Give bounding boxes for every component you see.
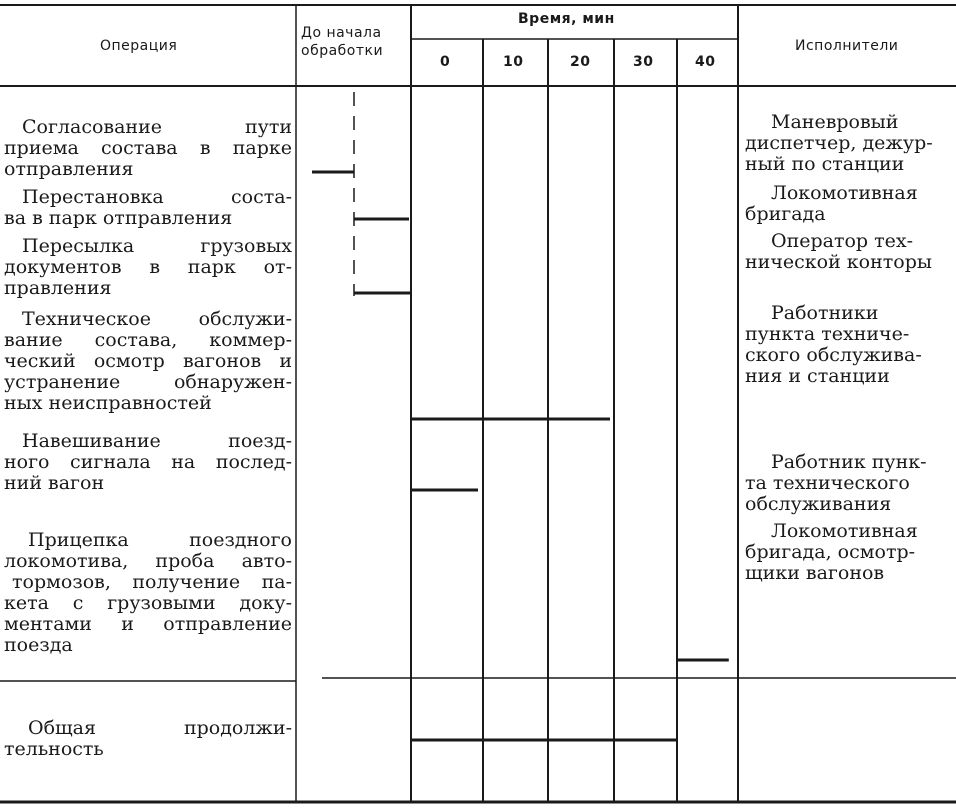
header-executors: Исполнители xyxy=(795,38,899,54)
operation-line: ний вагон xyxy=(4,472,105,494)
executor-line: Маневровый xyxy=(771,111,899,133)
executor-line: пункта техниче- xyxy=(745,323,910,345)
executor-line: нической конторы xyxy=(745,251,933,273)
executor-line: Локомотивная xyxy=(771,182,918,204)
operation-2 xyxy=(4,187,292,229)
operation-line: тормозов, получение па- xyxy=(12,571,292,593)
executor-5 xyxy=(745,452,927,515)
tick-label-40: 40 xyxy=(695,54,716,70)
operation-line: отправления xyxy=(4,158,134,180)
executor-line: ского обслужива- xyxy=(745,344,922,366)
operation-line: поезда xyxy=(4,634,73,656)
executor-line: бригада, осмотр- xyxy=(745,541,916,563)
executor-line: ный по станции xyxy=(745,153,905,175)
header-before-start-2: обработки xyxy=(301,43,384,59)
header-operation: Операция xyxy=(100,38,178,54)
tick-label-10: 10 xyxy=(503,54,524,70)
operation-line: правления xyxy=(4,277,112,299)
executor-line: ния и станции xyxy=(745,365,890,387)
time-bars xyxy=(412,419,729,740)
executor-line: та технического xyxy=(745,472,910,494)
executor-line: диспетчер, дежур- xyxy=(745,132,933,154)
tick-label-30: 30 xyxy=(633,54,654,70)
tick-label-0: 0 xyxy=(440,54,451,70)
executor-2 xyxy=(745,183,918,225)
operation-6 xyxy=(4,530,292,656)
operation-line: локомотива, проба авто- xyxy=(4,550,292,572)
executor-line: Оператор тех- xyxy=(771,230,914,252)
operation-line: ментами и отправление xyxy=(4,613,292,635)
header-time: Время, мин xyxy=(518,11,615,27)
total-label-line: тельность xyxy=(4,738,104,760)
operation-line: Согласование пути xyxy=(22,116,292,138)
operation-line: ных неисправностей xyxy=(4,392,212,414)
operation-line: Техническое обслужи- xyxy=(22,308,292,330)
operation-line: кета с грузовыми доку- xyxy=(4,592,292,614)
operation-line: устранение обнаружен- xyxy=(4,371,292,393)
header-before-start-1: До начала xyxy=(301,25,382,41)
operation-line: вание состава, коммер- xyxy=(4,329,292,351)
tick-label-20: 20 xyxy=(570,54,591,70)
executor-line: Работник пунк- xyxy=(771,451,927,473)
executor-line: Локомотивная xyxy=(771,520,918,542)
executor-line: обслуживания xyxy=(745,493,892,515)
operation-line: Прицепка поездного xyxy=(28,529,292,551)
operation-line: приема состава в парке xyxy=(4,137,292,159)
operation-line: ческий осмотр вагонов и xyxy=(4,350,292,372)
executor-6 xyxy=(745,521,918,584)
operation-line: Перестановка соста- xyxy=(22,186,292,208)
executor-1 xyxy=(745,112,933,175)
operation-5 xyxy=(4,431,292,494)
executor-line: бригада xyxy=(745,203,826,225)
operation-3 xyxy=(4,236,292,299)
operation-line: Навешивание поезд- xyxy=(22,430,292,452)
executor-4 xyxy=(745,303,922,387)
operation-line: Пересылка грузовых xyxy=(22,235,292,257)
executor-line: щики вагонов xyxy=(745,562,885,584)
operation-1 xyxy=(4,117,292,180)
executor-3 xyxy=(745,231,932,273)
total-label xyxy=(4,718,292,760)
total-label-line: Общая продолжи- xyxy=(28,717,292,739)
operation-line: ва в парк отправления xyxy=(4,207,233,229)
operation-line: ного сигнала на послед- xyxy=(4,451,292,473)
operation-line: документов в парк от- xyxy=(4,256,292,278)
operation-4 xyxy=(4,309,292,414)
executor-line: Работники xyxy=(771,302,879,324)
